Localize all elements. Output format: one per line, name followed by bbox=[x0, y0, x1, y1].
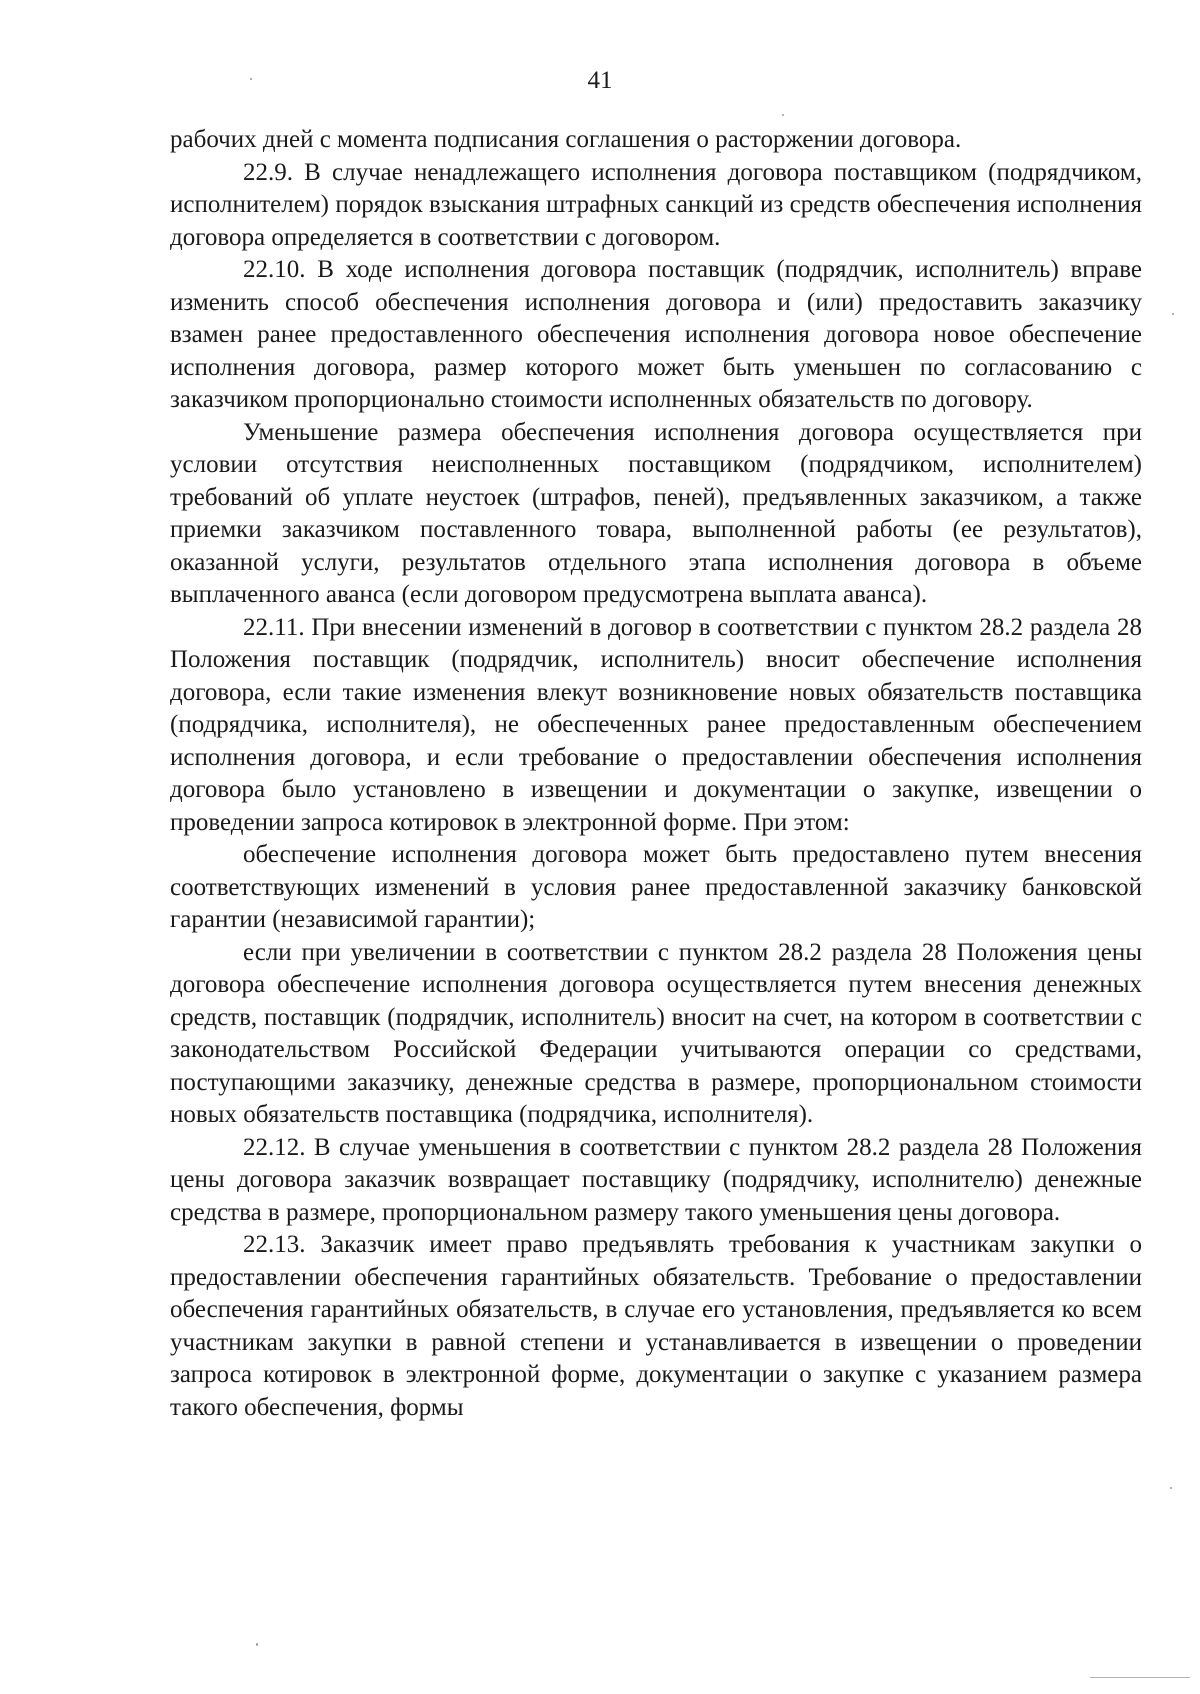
paragraph-22-12: 22.12. В случае уменьшения в соответствии с пунктом 28.2 раздела 28 Положения цены договора заказчик возвращает поставщику (подрядчику, исполнителю) денежные средства в размере, пропорциональном размеру такого уменьшения цены договора. bbox=[170, 1133, 1142, 1226]
paragraph-bank-guarantee: обеспечение исполнения договора может быть предоставлено путем внесения соответствующих изменений в условия ранее предоставленной заказчику банковской гарантии (независимой гарантии); bbox=[170, 841, 1142, 933]
page-number: 41 bbox=[587, 67, 613, 94]
paragraph-22-9: 22.9. В случае ненадлежащего исполнения договора поставщиком (подрядчиком, исполнителем) порядок взыскания штрафных санкций из средств обеспечения исполнения договора определяется в соответствии с договором. bbox=[170, 158, 1142, 251]
scan-speck bbox=[250, 78, 252, 80]
scan-speck bbox=[1170, 1487, 1172, 1489]
paragraph-22-13: 22.13. Заказчик имеет право предъявлять требования к участникам закупки о предоставлении обеспечения гарантийных обязательств. Требование о предоставлении обеспечения гарантийных обязательств, в случае его установления, предъявляется ко всем участникам закупки в равной степени и устанавливается в извещении о проведении запроса котировок в электронной форме, документации о закупке с указанием размера такого обеспечения, формы bbox=[170, 1231, 1142, 1421]
scan-speck bbox=[256, 1643, 258, 1646]
paragraph-cash-deposit: если при увеличении в соответствии с пунктом 28.2 раздела 28 Положения цены договора обеспечение исполнения договора осуществляется путем внесения денежных средств, поставщик (подрядчик, исполнитель) вносит на счет, на котором в соответствии с законодательством Российской Федерации учитываются операции со средствами, поступающими заказчику, денежные средства в размере, пропорциональном стоимости новых обязательств поставщика (подрядчика, исполнителя). bbox=[170, 938, 1142, 1128]
paragraph-22-11: 22.11. При внесении изменений в договор в соответствии с пунктом 28.2 раздела 28 Положения поставщик (подрядчик, исполнитель) вносит обеспечение исполнения договора, если такие изменения влекут возникновение новых обязательств поставщика (подрядчика, исполнителя), не обеспеченных ранее предоставленным обеспечением исполнения договора, и если требование о предоставлении обеспечения исполнения договора было установлено в извещении и документации о закупке, извещении о проведении запроса котировок в электронной форме. При этом: bbox=[170, 613, 1142, 836]
paragraph-security-reduction: Уменьшение размера обеспечения исполнения договора осуществляется при условии отсутствия неисполненных поставщиком (подрядчиком, исполнителем) требований об уплате неустоек (штрафов, пеней), предъявленных заказчиком, а также приемки заказчиком поставленного товара, выполненной работы (ее результатов), оказанной услуги, результатов отдельного этапа исполнения договора в объеме выплаченного аванса (если договором предусмотрена выплата аванса). bbox=[170, 418, 1142, 608]
scan-speck bbox=[1172, 313, 1174, 315]
scan-speck bbox=[782, 114, 784, 116]
scan-edge-line bbox=[1090, 1677, 1190, 1678]
paragraph-22-10: 22.10. В ходе исполнения договора поставщик (подрядчик, исполнитель) вправе изменить способ обеспечения исполнения договора и (или) предоставить заказчику взамен ранее предоставленного обеспечения исполнения договора новое обеспечение исполнения договора, размер которого может быть уменьшен по согласованию с заказчиком пропорционально стоимости исполненных обязательств по договору. bbox=[170, 256, 1142, 413]
paragraph-continuation: рабочих дней с момента подписания соглашения о расторжении договора. bbox=[170, 126, 962, 153]
document-body bbox=[170, 124, 1142, 1424]
